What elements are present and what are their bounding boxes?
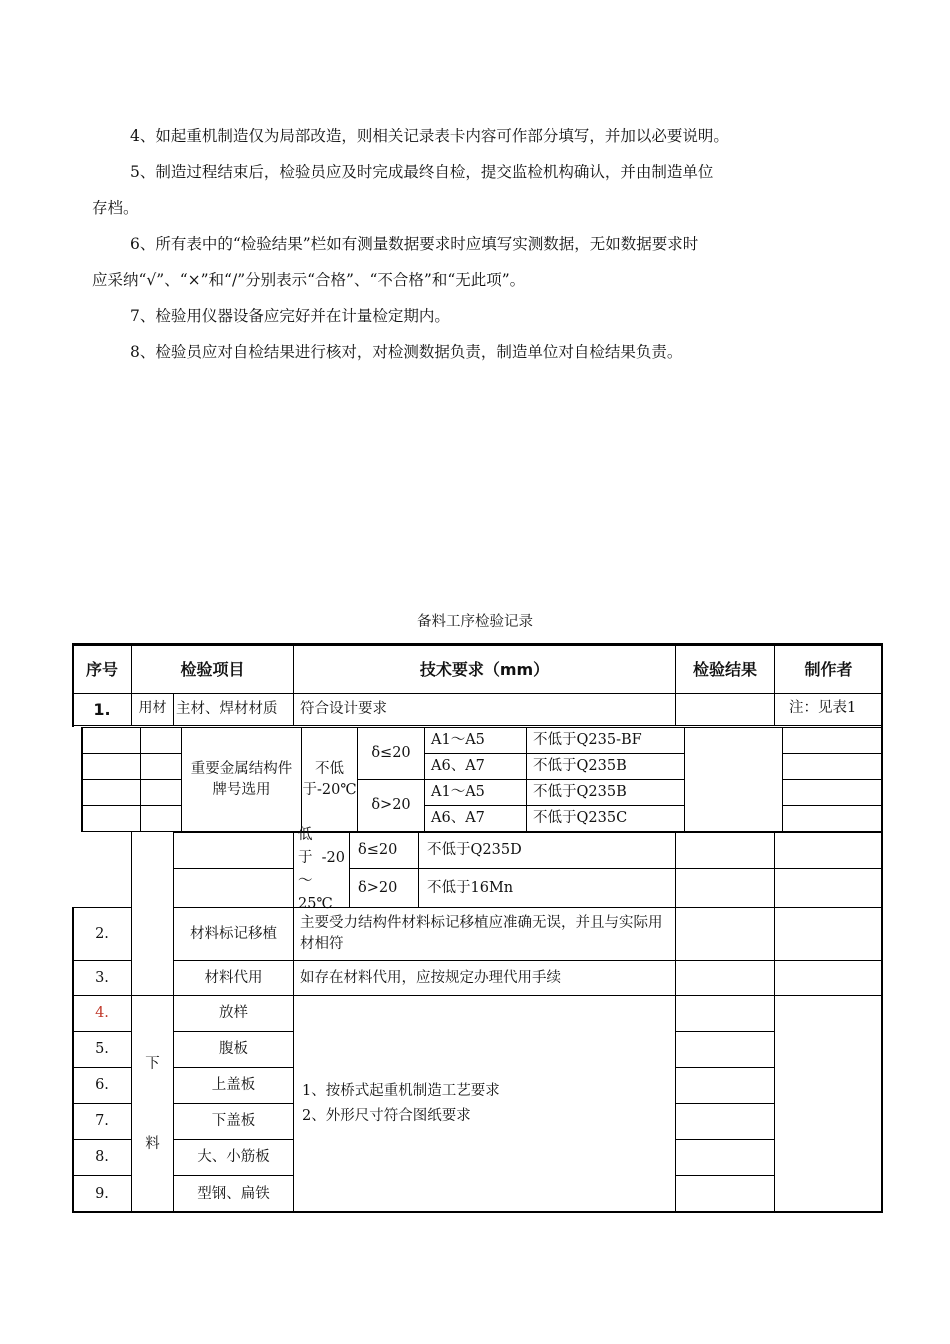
row2-seq: 2. [72, 907, 132, 961]
row2-item: 材料标记移植 [173, 907, 294, 961]
metal-v3: 不低于Q235B [526, 779, 685, 806]
metal-left-border [81, 727, 83, 832]
note-5: 5、制造过程结束后，检验员应及时完成最终自检，提交监检机构确认，并由制造单位 [130, 163, 714, 181]
lowtemp-temp2: 低于-20～25℃ [293, 832, 350, 908]
metal-g4: A6、A7 [424, 805, 527, 832]
cut-row-item: 下盖板 [173, 1103, 294, 1140]
metal-group-cell [140, 753, 182, 780]
metal-maker-cell [782, 805, 883, 832]
metal-result[interactable] [684, 727, 783, 832]
cut-row-seq: 7. [72, 1103, 132, 1140]
metal-d-gt: δ>20 [357, 779, 425, 832]
cut-row-seq: 8. [72, 1139, 132, 1176]
metal-group-cell [140, 727, 182, 754]
note-4: 4、如起重机制造仅为局部改造，则相关记录表卡内容可作部分填写，并加以必要说明。 [130, 127, 729, 145]
cut-req [293, 995, 676, 1213]
row3-seq: 3. [72, 960, 132, 996]
metal-g1: A1～A5 [424, 727, 527, 754]
lowtemp-result[interactable] [675, 832, 775, 869]
note-6-cont: 应采纳“√”、“×”和“/”分别表示“合格”、“不合格”和“无此项”。 [92, 271, 526, 289]
metal-g2: A6、A7 [424, 753, 527, 780]
row3-result[interactable] [675, 960, 775, 996]
row1-item: 主材、焊材材质 [173, 693, 294, 726]
metal-seq-cell [82, 727, 141, 754]
lowtemp-v5: 不低于Q235D [418, 832, 676, 869]
note-6: 6、所有表中的“检验结果”栏如有测量数据要求时应填写实测数据，无如数据要求时 [130, 235, 699, 253]
cut-row-seq: 5. [72, 1031, 132, 1068]
row2-result[interactable] [675, 907, 775, 961]
metal-item: 重要金属结构件牌号选用 [181, 727, 302, 832]
cut-row-item: 型钢、扁铁 [173, 1175, 294, 1213]
lowtemp-item-cell [173, 832, 294, 869]
row1-seq: 1. [72, 693, 132, 726]
cut-row-item: 放样 [173, 995, 294, 1032]
row1-result[interactable] [675, 693, 775, 726]
cut-row-seq: 6. [72, 1067, 132, 1104]
note-5-cont: 存档。 [92, 199, 139, 217]
header-req: 技术要求（mm） [293, 645, 676, 694]
lowtemp-v6: 不低于16Mn [418, 868, 676, 908]
lowtemp-result[interactable] [675, 868, 775, 908]
metal-g3: A1～A5 [424, 779, 527, 806]
cut-group-top: 下 [145, 1055, 160, 1072]
metal-group-cell [140, 805, 182, 832]
cut-maker [774, 995, 883, 1213]
table-right-border [881, 643, 883, 1213]
note-8: 8、检验员应对自检结果进行核对，对检测数据负责，制造单位对自检结果负责。 [130, 343, 683, 361]
note-7: 7、检验用仪器设备应完好并在计量检定期内。 [130, 307, 450, 325]
cut-req-line1: 1、按桥式起重机制造工艺要求 [302, 1083, 500, 1099]
cut-group-bottom: 料 [145, 1135, 160, 1152]
row2-maker [774, 907, 883, 961]
metal-seq-cell [82, 805, 141, 832]
cut-group [131, 995, 174, 1213]
cut-row-seq: 4. [72, 995, 132, 1032]
header-result: 检验结果 [675, 645, 775, 694]
header-maker: 制作者 [774, 645, 883, 694]
table-title: 备料工序检验记录 [417, 614, 533, 630]
metal-v2: 不低于Q235B [526, 753, 685, 780]
cut-row-result[interactable] [675, 995, 775, 1032]
metal-seq-cell [82, 779, 141, 806]
metal-v1: 不低于Q235-BF [526, 727, 685, 754]
table-left-border [72, 907, 74, 1213]
cut-row-seq: 9. [72, 1175, 132, 1213]
lowtemp-maker [774, 832, 883, 869]
header-seq: 序号 [72, 645, 132, 694]
row2-req: 主要受力结构件材料标记移植应准确无误，并且与实际用材相符 [293, 907, 676, 961]
cut-row-item: 大、小筋板 [173, 1139, 294, 1176]
metal-group-cell [140, 779, 182, 806]
metal-v4: 不低于Q235C [526, 805, 685, 832]
cut-row-item: 腹板 [173, 1031, 294, 1068]
metal-seq-cell [82, 753, 141, 780]
row3-req: 如存在材料代用，应按规定办理代用手续 [293, 960, 676, 996]
lowtemp-d-gt: δ>20 [349, 868, 419, 908]
row3-maker [774, 960, 883, 996]
metal-maker-cell [782, 727, 883, 754]
row3-item: 材料代用 [173, 960, 294, 996]
lowtemp-d-le: δ≤20 [349, 832, 419, 869]
metal-maker-cell [782, 779, 883, 806]
lowtemp-maker [774, 868, 883, 908]
table-left-border [72, 643, 74, 727]
row1-group: 用材 [131, 693, 174, 726]
row1-maker: 注：见表1 [774, 693, 883, 726]
cut-row-result[interactable] [675, 1103, 775, 1140]
cut-row-item: 上盖板 [173, 1067, 294, 1104]
cut-row-result[interactable] [675, 1067, 775, 1104]
cut-row-result[interactable] [675, 1031, 775, 1068]
metal-temp1: 不低于-20℃ [301, 727, 358, 832]
cut-row-result[interactable] [675, 1175, 775, 1213]
row1-req: 符合设计要求 [293, 693, 676, 726]
header-item: 检验项目 [131, 645, 294, 694]
lowtemp-item-cell [173, 868, 294, 908]
cut-req-line2: 2、外形尺寸符合图纸要求 [302, 1108, 471, 1124]
table-bottom-border [72, 1211, 883, 1213]
metal-d-le: δ≤20 [357, 727, 425, 780]
metal-maker-cell [782, 753, 883, 780]
cut-row-result[interactable] [675, 1139, 775, 1176]
